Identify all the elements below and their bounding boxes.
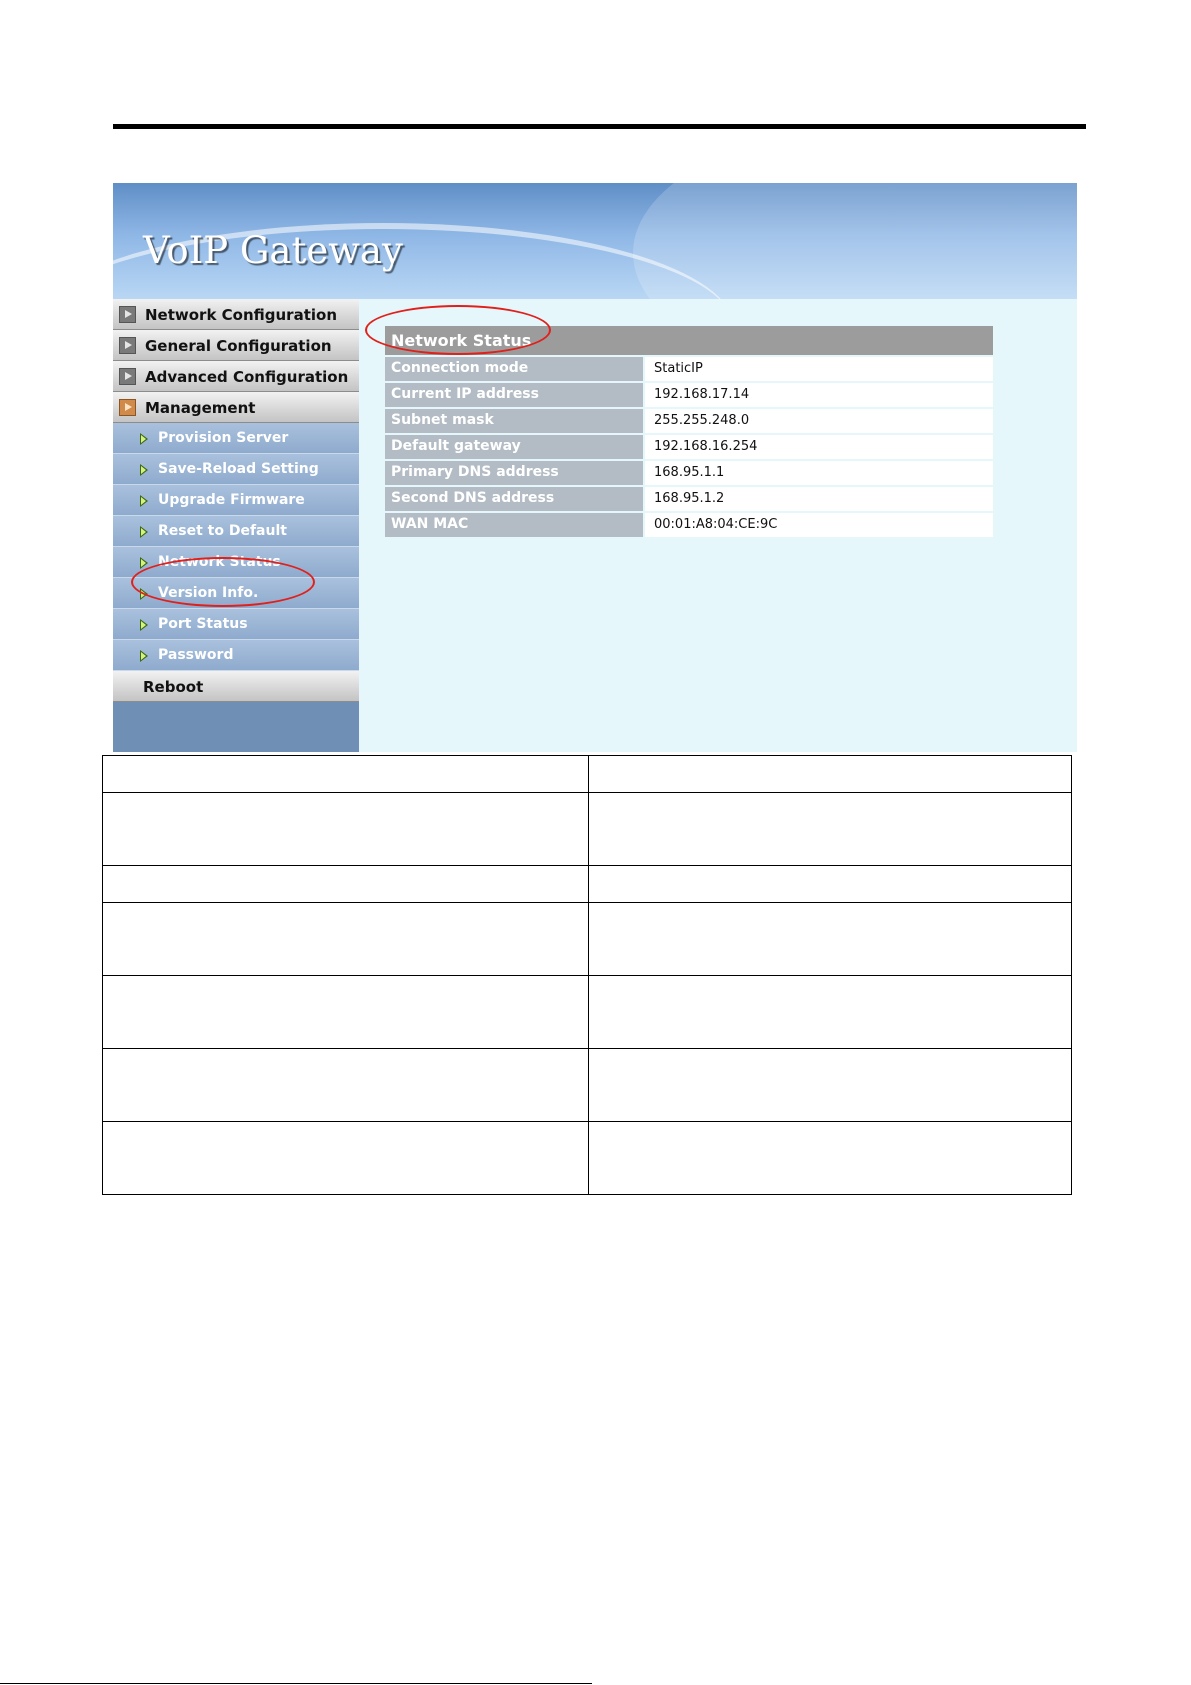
status-row [385, 409, 993, 433]
status-value-cell [645, 409, 993, 433]
table-row [103, 976, 1072, 1049]
status-value: 168.95.1.1 [654, 465, 725, 480]
status-label-cell [385, 435, 643, 459]
status-label-cell [385, 409, 643, 433]
bullet-arrow-icon [140, 495, 148, 507]
table-cell [589, 1122, 1072, 1195]
sidebar-subitem-save-reload-setting[interactable] [113, 454, 359, 485]
table-row [103, 793, 1072, 866]
sidebar-item-network-configuration[interactable] [113, 299, 359, 330]
table-cell [589, 756, 1072, 793]
banner-title: VoIP Gateway [143, 229, 403, 272]
table-cell [103, 1049, 589, 1122]
table-cell [589, 903, 1072, 976]
table-cell [589, 866, 1072, 903]
bullet-arrow-icon [140, 526, 148, 538]
table-row [103, 1049, 1072, 1122]
status-label: Second DNS address [391, 490, 555, 506]
sidebar-subitem-label: Save-Reload Setting [158, 461, 319, 477]
status-value: 00:01:A8:04:CE:9C [654, 517, 778, 532]
sidebar-subitem-label: Port Status [158, 616, 248, 632]
sidebar [113, 299, 359, 752]
status-label: WAN MAC [391, 516, 469, 532]
status-value: 192.168.17.14 [654, 387, 750, 402]
sidebar-subitem-label: Version Info. [158, 585, 259, 601]
bullet-arrow-icon [140, 433, 148, 445]
bullet-arrow-icon [140, 464, 148, 476]
sidebar-subitem-label: Provision Server [158, 430, 289, 446]
status-row [385, 487, 993, 511]
sidebar-subitem-label: Network Status [158, 554, 281, 570]
document-table [102, 755, 1072, 1195]
web-ui-screenshot [113, 183, 1077, 752]
status-row [385, 435, 993, 459]
sidebar-subitem-label: Password [158, 647, 234, 663]
footnote-rule [0, 1683, 592, 1684]
table-cell [103, 1122, 589, 1195]
status-value: 255.255.248.0 [654, 413, 750, 428]
network-status-table [385, 357, 993, 539]
sidebar-subitem-password[interactable] [113, 640, 359, 671]
table-row [103, 756, 1072, 793]
status-label-cell [385, 357, 643, 381]
status-label: Connection mode [391, 360, 529, 376]
status-label: Current IP address [391, 386, 539, 402]
sidebar-item-general-configuration[interactable] [113, 330, 359, 361]
status-value-cell [645, 435, 993, 459]
status-value-cell [645, 487, 993, 511]
expand-arrow-icon [119, 337, 136, 354]
sidebar-item-advanced-configuration[interactable] [113, 361, 359, 392]
expand-arrow-icon [119, 368, 136, 385]
sidebar-item-label: Network Configuration [145, 306, 337, 324]
bullet-arrow-icon [140, 619, 148, 631]
table-cell [103, 793, 589, 866]
status-label-cell [385, 513, 643, 537]
expand-arrow-icon [119, 399, 136, 416]
banner [113, 183, 1077, 299]
table-cell [103, 866, 589, 903]
status-label: Subnet mask [391, 412, 494, 428]
expand-arrow-icon [119, 306, 136, 323]
status-value-cell [645, 357, 993, 381]
status-row [385, 513, 993, 537]
sidebar-item-management[interactable] [113, 392, 359, 423]
sidebar-subitem-reset-to-default[interactable] [113, 516, 359, 547]
sidebar-item-label: Reboot [143, 678, 204, 696]
status-value: 168.95.1.2 [654, 491, 725, 506]
status-value-cell [645, 383, 993, 407]
title-highlight-ellipse [365, 305, 551, 355]
status-row [385, 383, 993, 407]
table-row [103, 903, 1072, 976]
status-label: Default gateway [391, 438, 521, 454]
status-row [385, 461, 993, 485]
sidebar-subitem-provision-server[interactable] [113, 423, 359, 454]
table-cell [103, 976, 589, 1049]
status-label-cell [385, 383, 643, 407]
status-value-cell [645, 461, 993, 485]
status-label-cell [385, 487, 643, 511]
bullet-arrow-icon [140, 650, 148, 662]
menu-highlight-ellipse [131, 557, 315, 607]
sidebar-subitem-upgrade-firmware[interactable] [113, 485, 359, 516]
table-row [103, 866, 1072, 903]
table-cell [589, 976, 1072, 1049]
sidebar-subitem-label: Reset to Default [158, 523, 287, 539]
table-cell [589, 1049, 1072, 1122]
sidebar-item-label: Management [145, 399, 256, 417]
status-row [385, 357, 993, 381]
top-rule [113, 124, 1086, 129]
status-value: 192.168.16.254 [654, 439, 758, 454]
sidebar-subitem-port-status[interactable] [113, 609, 359, 640]
status-label: Primary DNS address [391, 464, 559, 480]
table-cell [589, 793, 1072, 866]
network-status-title: Network Status [391, 331, 532, 350]
sidebar-subitem-label: Upgrade Firmware [158, 492, 305, 508]
sidebar-item-label: Advanced Configuration [145, 368, 349, 386]
status-label-cell [385, 461, 643, 485]
table-cell [103, 903, 589, 976]
status-value-cell [645, 513, 993, 537]
sidebar-item-reboot[interactable] [113, 671, 359, 702]
status-value: StaticIP [654, 361, 703, 376]
sidebar-item-label: General Configuration [145, 337, 332, 355]
table-row [103, 1122, 1072, 1195]
table-cell [103, 756, 589, 793]
